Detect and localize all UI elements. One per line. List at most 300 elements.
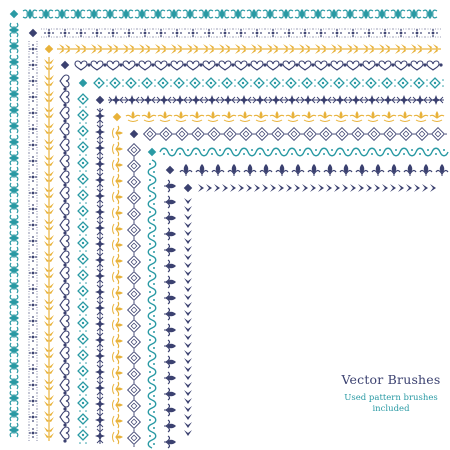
border-motif-fleur-scroll [9,135,19,149]
caption-title: Vector Brushes [341,372,441,387]
border-motif-diamond-ring [78,126,88,140]
border-motif-tribal-arrow [294,184,308,192]
border-motif-star-cross [348,95,364,105]
border-motif-fleur-drop [164,324,176,336]
border-motif-lattice-diamond [128,336,141,351]
border-motif-fleur-drop [324,164,336,176]
border-motif-tribal-arrow [184,342,192,356]
border-motif-dot-cross [377,29,393,37]
border-motif-dot-cross [29,329,37,345]
border-motif-star-cross [268,95,284,105]
border-motif-heart-chain [139,61,155,70]
border-motif-heart-chain [91,61,107,70]
border-motif-lattice-diamond [128,320,141,335]
border-motif-dot-cross [29,281,37,297]
border-motif-heart-chain [107,61,123,70]
border-motif-lily-scroll [113,414,124,428]
border-motif-dot-cross [297,29,313,37]
border-motif-dot-cross [393,29,409,37]
border-motif-heart-chain [251,61,267,70]
border-motif-heart-chain [60,219,69,235]
border-motif-lattice-diamond [304,128,319,141]
border-motif-lily-scroll [286,111,300,122]
border-motif-star-cross [172,95,188,105]
border-motif-fleur-scroll [359,9,373,19]
border-motif-wheat-sprig [44,121,54,137]
border-motif-diamond-ring [334,78,348,88]
border-motif-diamond-ring [382,78,396,88]
border-motif-heart-chain [283,61,299,70]
border-motif-star-cross [428,95,444,105]
border-motif-heart-chain [395,61,411,70]
border-motif-fleur-scroll [183,9,197,19]
border-motif-lily-scroll [113,382,124,396]
border-motif-diamond-ring [222,78,236,88]
border-motif-wheat-sprig [44,425,54,441]
border-motif-wheat-sprig [201,44,217,54]
border-motif-lily-scroll [142,111,156,122]
border-motif-heart-chain [155,61,171,70]
border-motif-diamond-ring [190,78,204,88]
border-corner-ornament [61,61,69,69]
border-motif-lily-scroll [113,190,124,204]
border-motif-dot-cross [29,345,37,361]
border-motif-fleur-scroll [9,23,19,37]
border-motif-lily-scroll [113,318,124,332]
border-motif-star-cross [156,95,172,105]
border-motif-lily-scroll [382,111,396,122]
border-motif-dot-cross [29,105,37,121]
border-motif-scroll-wave [148,208,156,224]
border-motif-star-cross [95,268,105,284]
border-motif-scroll-wave [148,160,156,176]
border-motif-fleur-scroll [9,359,19,373]
border-motif-diamond-ring [270,78,284,88]
border-motif-star-cross [95,124,105,140]
border-motif-lily-scroll [430,111,444,122]
border-corner-ornament [166,166,174,174]
border-motif-heart-chain [267,61,283,70]
border-motif-lily-scroll [113,286,124,300]
border-motif-fleur-scroll [23,9,37,19]
border-motif-dot-cross [249,29,265,37]
border-motif-dot-cross [29,217,37,233]
border-motif-lattice-diamond [128,208,141,223]
border-motif-fleur-scroll [9,311,19,325]
border-motif-wheat-sprig [121,44,137,54]
border-motif-fleur-drop [420,164,432,176]
border-motif-dot-cross [201,29,217,37]
border-motif-heart-chain [60,235,69,251]
border-motif-dot-cross [217,29,233,37]
border-motif-tribal-arrow [246,184,260,192]
border-motif-dot-cross [29,73,37,89]
border-motif-tribal-arrow [184,294,192,308]
border-motif-tribal-arrow [358,184,372,192]
border-motif-scroll-wave [176,148,192,156]
border-motif-fleur-scroll [9,215,19,229]
border-motif-lattice-diamond [192,128,207,141]
border-motif-dot-cross [29,89,37,105]
border-motif-fleur-drop [356,164,368,176]
border-motif-wheat-sprig [265,44,281,54]
border-motif-diamond-ring [78,398,88,412]
border-motif-lattice-diamond [224,128,239,141]
border-motif-star-cross [140,95,156,105]
border-motif-heart-chain [60,363,69,379]
border-motif-tribal-arrow [184,358,192,372]
border-motif-diamond-ring [78,318,88,332]
border-motif-fleur-scroll [151,9,165,19]
border-motif-scroll-wave [148,368,156,384]
border-motif-star-cross [95,428,105,444]
border-motif-lattice-diamond [128,176,141,191]
border-motif-diamond-ring [78,414,88,428]
border-motif-diamond-ring [78,350,88,364]
border-motif-lily-scroll [158,111,172,122]
border-motif-fleur-scroll [9,327,19,341]
border-motif-lily-scroll [366,111,380,122]
border-motif-star-cross [95,220,105,236]
border-motif-diamond-ring [174,78,188,88]
border-motif-wheat-sprig [105,44,121,54]
border-motif-dot-cross [29,249,37,265]
border-motif-dot-cross [29,361,37,377]
border-motif-fleur-scroll [375,9,389,19]
border-motif-diamond-ring [158,78,172,88]
border-motif-tribal-arrow [310,184,324,192]
border-motif-fleur-drop [164,276,176,288]
border-motif-wheat-sprig [57,44,73,54]
border-motif-tribal-arrow [184,214,192,228]
border-motif-dot-cross [153,29,169,37]
border-motif-lattice-diamond [144,128,159,141]
border-motif-fleur-drop [436,164,448,176]
border-motif-fleur-scroll [55,9,69,19]
border-motif-lily-scroll [302,111,316,122]
border-corner-ornament [130,130,138,138]
border-motif-diamond-ring [254,78,268,88]
border-motif-fleur-drop [244,164,256,176]
border-motif-wheat-sprig [249,44,265,54]
border-motif-dot-cross [409,29,425,37]
border-motif-fleur-scroll [9,71,19,85]
border-motif-fleur-drop [228,164,240,176]
border-motif-scroll-wave [148,336,156,352]
border-motif-fleur-scroll [9,55,19,69]
border-motif-lattice-diamond [384,128,399,141]
border-motif-heart-chain [60,251,69,267]
border-motif-fleur-drop [292,164,304,176]
border-motif-lily-scroll [270,111,284,122]
border-motif-diamond-ring [78,222,88,236]
border-motif-heart-chain [363,61,379,70]
border-motif-dot-cross [29,201,37,217]
border-motif-lily-scroll [113,126,124,140]
border-motif-heart-chain [60,171,69,187]
border-motif-scroll-wave [432,148,448,156]
border-motif-scroll-wave [288,148,304,156]
border-motif-dot-cross [281,29,297,37]
border-motif-dot-cross [29,265,37,281]
border-motif-wheat-sprig [44,409,54,425]
border-motif-scroll-wave [148,416,156,432]
border-motif-scroll-wave [148,432,156,448]
border-motif-scroll-wave [148,192,156,208]
border-motif-fleur-drop [260,164,272,176]
border-motif-fleur-scroll [119,9,133,19]
border-motif-dot-cross [89,29,105,37]
border-motif-diamond-ring [430,78,444,88]
border-motif-star-cross [95,172,105,188]
border-motif-fleur-drop [164,372,176,384]
border-motif-fleur-drop [180,164,192,176]
border-motif-lily-scroll [113,350,124,364]
border-motif-scroll-wave [304,148,320,156]
border-motif-lattice-diamond [128,272,141,287]
border-motif-wheat-sprig [44,169,54,185]
border-motif-fleur-drop [164,308,176,320]
border-motif-heart-chain [427,61,443,70]
border-motif-star-cross [95,204,105,220]
border-motif-fleur-scroll [279,9,293,19]
border-motif-wheat-sprig [44,249,54,265]
border-motif-fleur-scroll [9,151,19,165]
border-motif-fleur-scroll [9,119,19,133]
border-motif-diamond-ring [78,430,88,444]
border-motif-wheat-sprig [44,105,54,121]
border-motif-star-cross [95,300,105,316]
border-motif-lattice-diamond [128,400,141,415]
border-motif-star-cross [95,236,105,252]
border-motif-fleur-scroll [9,295,19,309]
border-motif-tribal-arrow [374,184,388,192]
border-motif-heart-chain [60,155,69,171]
border-motif-lily-scroll [414,111,428,122]
border-motif-dot-cross [233,29,249,37]
border-motif-heart-chain [60,75,69,91]
border-motif-fleur-scroll [327,9,341,19]
border-motif-dot-cross [29,57,37,73]
border-motif-dot-cross [29,425,37,441]
border-motif-lattice-diamond [128,352,141,367]
border-motif-diamond-ring [78,142,88,156]
border-motif-lattice-diamond [256,128,271,141]
border-motif-tribal-arrow [406,184,420,192]
border-motif-wheat-sprig [217,44,233,54]
border-motif-heart-chain [60,347,69,363]
border-motif-dot-cross [137,29,153,37]
border-motif-scroll-wave [148,272,156,288]
border-motif-tribal-arrow [230,184,244,192]
border-motif-fleur-drop [164,356,176,368]
border-motif-scroll-wave [416,148,432,156]
border-motif-fleur-scroll [9,375,19,389]
border-motif-dot-cross [41,29,57,37]
border-motif-scroll-wave [272,148,288,156]
border-motif-star-cross [95,364,105,380]
border-motif-wheat-sprig [89,44,105,54]
caption-subtitle-line2: included [372,404,410,414]
border-motif-lattice-diamond [432,128,447,141]
border-motif-diamond-ring [206,78,220,88]
border-motif-fleur-drop [164,340,176,352]
border-motif-tribal-arrow [278,184,292,192]
border-motif-tribal-arrow [262,184,276,192]
border-corner-ornament [79,79,87,87]
border-motif-fleur-scroll [295,9,309,19]
border-motif-lily-scroll [126,111,140,122]
border-motif-fleur-scroll [407,9,421,19]
border-motif-lily-scroll [174,111,188,122]
border-motif-wheat-sprig [44,281,54,297]
border-motif-dot-cross [29,169,37,185]
border-motif-dot-cross [29,121,37,137]
border-motif-scroll-wave [148,384,156,400]
border-motif-heart-chain [347,61,363,70]
border-motif-lily-scroll [113,142,124,156]
border-motif-fleur-drop [308,164,320,176]
border-motif-diamond-ring [238,78,252,88]
border-motif-scroll-wave [384,148,400,156]
border-motif-diamond-ring [414,78,428,88]
border-motif-wheat-sprig [44,393,54,409]
border-corner-ornament [10,10,18,18]
border-motif-fleur-scroll [9,263,19,277]
border-motif-wheat-sprig [44,361,54,377]
border-motif-scroll-wave [148,320,156,336]
border-motif-fleur-scroll [343,9,357,19]
border-motif-lily-scroll [113,334,124,348]
border-motif-lattice-diamond [288,128,303,141]
border-motif-tribal-arrow [184,230,192,244]
border-motif-wheat-sprig [44,185,54,201]
border-motif-fleur-scroll [9,167,19,181]
border-motif-heart-chain [123,61,139,70]
border-motif-heart-chain [60,267,69,283]
border-motif-dot-cross [29,185,37,201]
border-motif-wheat-sprig [377,44,393,54]
border-motif-lattice-diamond [128,240,141,255]
border-motif-heart-chain [235,61,251,70]
border-motif-fleur-scroll [9,87,19,101]
border-corner-ornament [113,113,121,121]
border-motif-lattice-diamond [128,432,141,447]
border-motif-lily-scroll [113,158,124,172]
border-motif-dot-cross [361,29,377,37]
border-corner-ornament [96,96,104,104]
border-motif-star-cross [95,396,105,412]
border-motif-lily-scroll [350,111,364,122]
border-motif-lily-scroll [113,238,124,252]
border-motif-heart-chain [60,395,69,411]
border-motif-lattice-diamond [128,160,141,175]
border-motif-star-cross [364,95,380,105]
border-motif-heart-chain [60,315,69,331]
border-motif-star-cross [95,188,105,204]
border-motif-lily-scroll [113,254,124,268]
border-motif-star-cross [95,348,105,364]
border-motif-diamond-ring [78,158,88,172]
border-motif-fleur-scroll [247,9,261,19]
border-motif-tribal-arrow [184,262,192,276]
border-motif-wheat-sprig [44,233,54,249]
border-motif-fleur-scroll [9,279,19,293]
border-motif-star-cross [412,95,428,105]
border-motif-star-cross [95,316,105,332]
border-motif-diamond-ring [142,78,156,88]
border-motif-diamond-ring [94,78,108,88]
border-motif-scroll-wave [192,148,208,156]
border-motif-star-cross [332,95,348,105]
border-motif-lattice-diamond [128,416,141,431]
border-motif-lattice-diamond [240,128,255,141]
border-motif-dot-cross [73,29,89,37]
border-motif-scroll-wave [148,304,156,320]
border-motif-tribal-arrow [184,406,192,420]
border-motif-fleur-drop [164,388,176,400]
border-motif-dot-cross [185,29,201,37]
border-motif-fleur-drop [164,212,176,224]
border-motif-star-cross [380,95,396,105]
border-motif-dot-cross [169,29,185,37]
border-motif-star-cross [95,156,105,172]
border-motif-tribal-arrow [184,310,192,324]
border-motif-wheat-sprig [233,44,249,54]
border-motif-lily-scroll [113,174,124,188]
border-motif-lily-scroll [206,111,220,122]
border-motif-dot-cross [105,29,121,37]
border-motif-dot-cross [57,29,73,37]
border-motif-fleur-scroll [9,391,19,405]
border-motif-fleur-scroll [423,9,437,19]
border-motif-heart-chain [315,61,331,70]
border-motif-fleur-drop [164,292,176,304]
border-corner-ornament [148,148,156,156]
border-motif-lily-scroll [318,111,332,122]
border-motif-dot-cross [345,29,361,37]
border-motif-tribal-arrow [184,390,192,404]
border-motif-wheat-sprig [44,57,54,73]
border-motif-lattice-diamond [128,368,141,383]
border-motif-lattice-diamond [176,128,191,141]
border-motif-fleur-drop [164,228,176,240]
border-motif-fleur-scroll [9,39,19,53]
border-motif-lattice-diamond [336,128,351,141]
border-motif-diamond-ring [78,238,88,252]
border-motif-lily-scroll [113,302,124,316]
border-motif-lattice-diamond [272,128,287,141]
border-motif-star-cross [188,95,204,105]
border-motif-wheat-sprig [44,313,54,329]
border-motif-star-cross [95,380,105,396]
border-motif-fleur-drop [164,196,176,208]
border-motif-scroll-wave [336,148,352,156]
border-motif-fleur-scroll [9,199,19,213]
border-motif-dot-cross [29,297,37,313]
border-motif-star-cross [252,95,268,105]
border-motif-star-cross [95,412,105,428]
border-motif-lattice-diamond [128,224,141,239]
border-motif-fleur-drop [164,436,176,448]
border-motif-lily-scroll [113,366,124,380]
border-motif-scroll-wave [148,288,156,304]
caption-block [335,372,447,415]
border-motif-scroll-wave [208,148,224,156]
border-motif-tribal-arrow [390,184,404,192]
border-motif-fleur-drop [164,420,176,432]
border-motif-heart-chain [60,123,69,139]
